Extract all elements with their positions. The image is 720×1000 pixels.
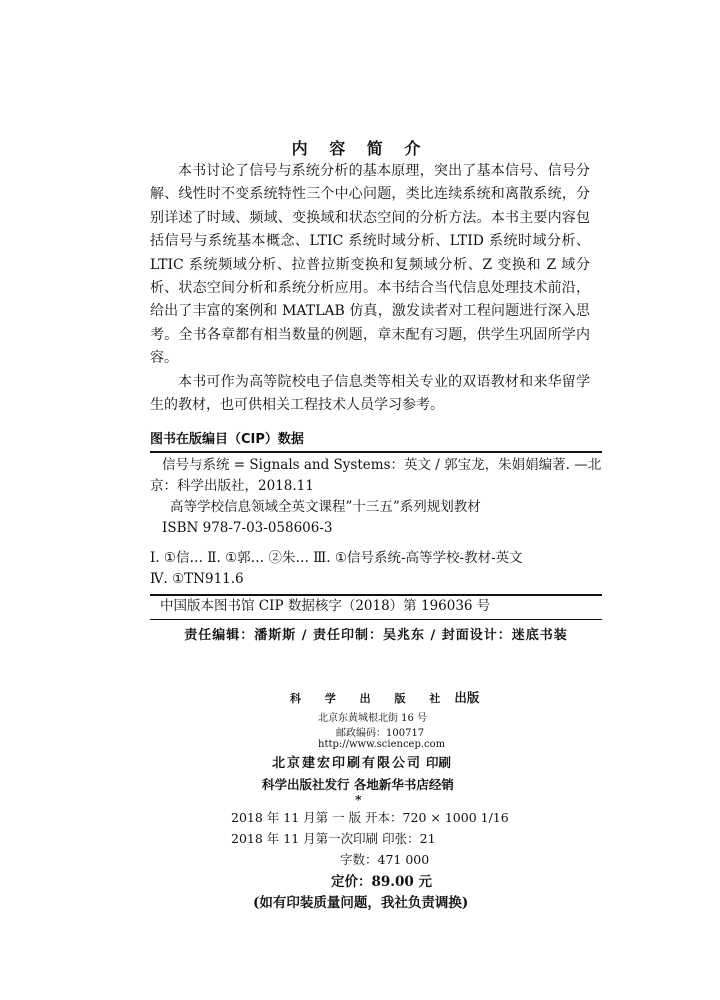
page-title: 内 容 简 介: [291, 139, 429, 158]
cip-gap: [150, 539, 602, 548]
printer-suffix: 印刷: [426, 755, 452, 770]
cip-header: 图书在版编目（CIP）数据: [150, 428, 602, 453]
publisher-postcode: 邮政编码：100717: [336, 728, 425, 739]
cip-isbn-line: ISBN 978-7-03-058606-3: [162, 520, 333, 536]
publisher-seal: 科 学 出 版 社: [290, 692, 451, 705]
cip-title-line: 信号与系统 = Signals and Systems：英文 / 郭宝龙，朱娟娟编著. —北: [162, 457, 602, 473]
publisher-suffix: 出版: [454, 690, 480, 705]
cip-number: 中国版本图书馆 CIP 数据核字（2018）第 196036 号: [150, 596, 602, 620]
edition-line: 2018 年 11 月第 一 版 开本：720 × 1000 1/16: [231, 810, 509, 825]
publisher-line: [290, 688, 479, 706]
publisher-website: http://www.sciencep.com: [318, 739, 446, 750]
cip-classification-line-2: Ⅳ. ①TN911.6: [150, 571, 244, 587]
separator-star: *: [355, 792, 362, 807]
cip-record: [150, 453, 602, 596]
book-introduction: [150, 160, 590, 417]
cip-publisher-line: 京：科学出版社，2018.11: [150, 478, 314, 494]
price: 定价：89.00 元: [331, 874, 432, 890]
distribution-line: 科学出版社发行 各地新华书店经销: [262, 777, 454, 792]
cip-classification-line: Ⅰ. ①信… Ⅱ. ①郭… ②朱… Ⅲ. ①信号系统-高等学校-教材-英文: [150, 550, 523, 566]
intro-paragraph-1: 本书讨论了信号与系统分析的基本原理，突出了基本信号、信号分解、线性时不变系统特性三个中心问题，类比连续系统和离散系统，分别详述了时域、频域、变换域和状态空间的分析方法。本书主要内容包括信号与系统基本概念、LTIC 系统时域分析、LTID 系统时域分析、LTIC 系统频域分析、拉普拉斯变换和复频域分析、Z 变换和 Z 域分析、状态空间分析和系统分析应用。本书结合当代信息处理技术前沿，给出了丰富的案例和 MATLAB 仿真，激发读者对工程问题进行深入思考。全书各章都有相当数量的例题，章末配有习题，供学生巩固所学内容。: [150, 163, 590, 367]
cip-series-line: 高等学校信息领域全英文课程”十三五”系列规划教材: [170, 499, 481, 515]
word-count: 字数：471 000: [340, 852, 430, 867]
printer-line: [272, 752, 451, 771]
printer-name: 北京建宏印刷有限公司: [272, 756, 423, 771]
intro-paragraph-2: 本书可作为高等院校电子信息类等相关专业的双语教材和来华留学生的教材，也可供相关工程技术人员学习参考。: [150, 373, 590, 414]
editorial-credits: 责任编辑：潘斯斯 / 责任印制：吴兆东 / 封面设计：迷底书装: [184, 628, 568, 643]
printing-line: 2018 年 11 月第一次印刷 印张：21: [231, 831, 436, 846]
publisher-address: 北京东黄城根北街 16 号: [318, 713, 428, 724]
quality-notice: (如有印装质量问题，我社负责调换): [253, 895, 469, 911]
cip-data-block: [150, 428, 602, 643]
